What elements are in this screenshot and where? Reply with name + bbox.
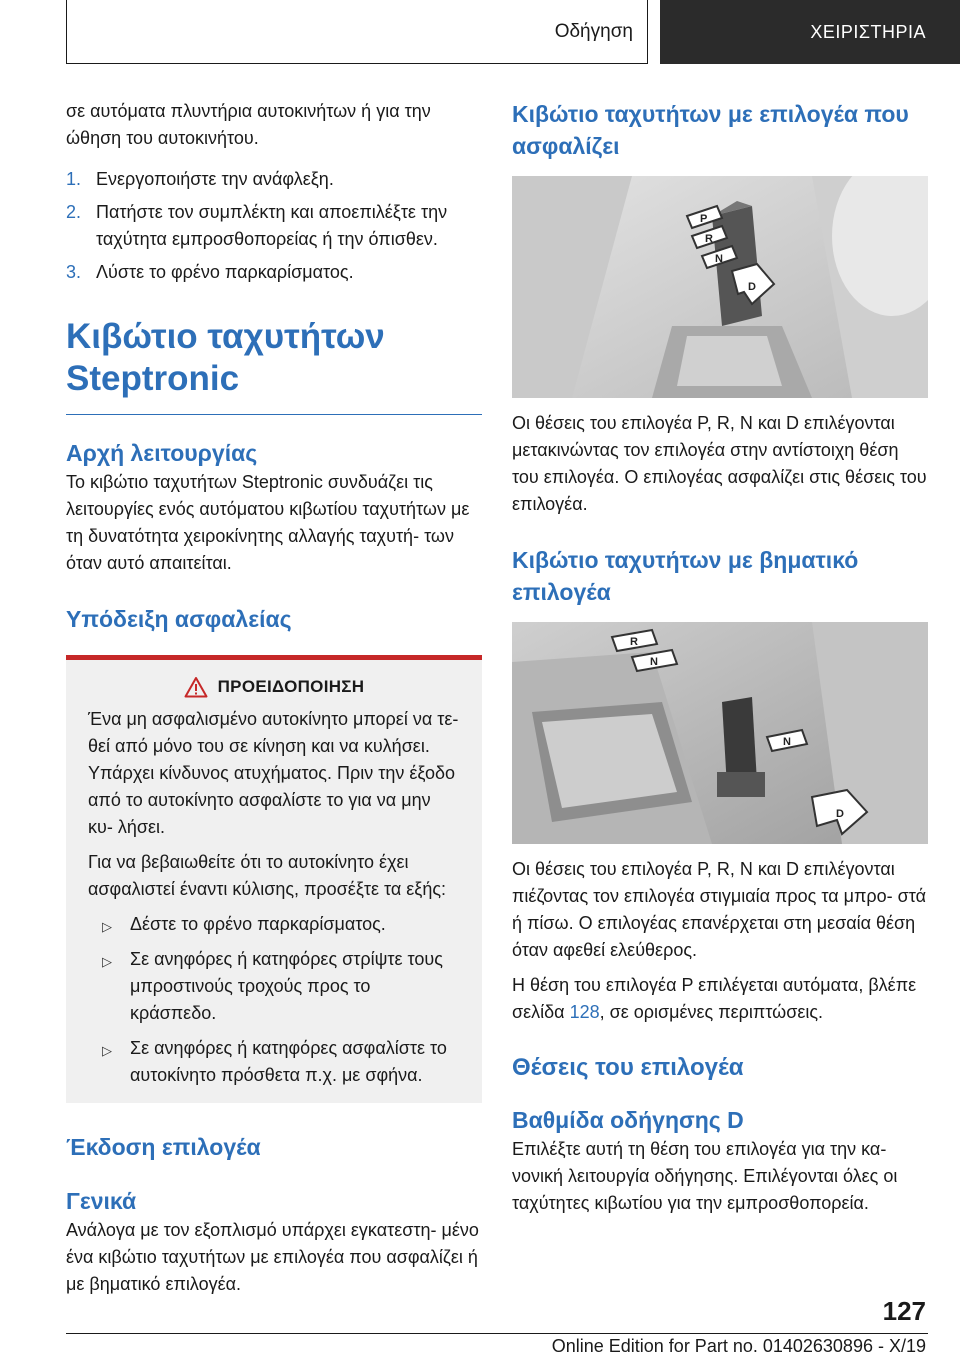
auto-p-text: Η θέση του επιλογέα P επιλέγεται αυτόματα, βλέπε σελίδα 128, σε ορισμένες περιπτώσεις. [512,975,917,1022]
gear-label-n: N [715,253,723,265]
gear-label-n: N [650,656,658,668]
step-text: Πατήστε τον συμπλέκτη και αποεπιλέξτε την ταχύτητα εμπροσθοπορείας ή την όπισθεν. [96,202,448,249]
safety-heading: Υπόδειξη ασφαλείας [66,606,292,632]
version-heading: Έκδοση επιλογέα [66,1134,261,1160]
drive-text: Επιλέξτε αυτή τη θέση του επιλογέα για την κα- νονική λειτουργία οδήγησης. Επιλέγονται όλες οι ταχύτητες κιβωτίου για την εμπροσθοπορεία. [512,1139,898,1213]
step-1 [66,166,482,193]
general-heading: Γενικά [66,1188,137,1214]
section-tab: ΧΕΙΡΙΣΤΗΡΙΑ [660,0,960,64]
stepping-selector-image [512,622,928,844]
step-number: 1. [66,169,82,189]
gear-label-r: R [705,233,713,245]
right-column [512,98,928,1217]
principle-heading: Αρχή λειτουργίας [66,440,258,466]
step-2 [66,199,482,253]
stepping-selector-text: Οι θέσεις του επιλογέα P, R, N και D επιλέγονται πιέζοντας τον επιλογέα στιγμιαία προς τα μπρο- στά ή πίσω. Ο επιλογέας επανέρχεται στη μεσαία θέση όταν αφεθεί ελεύθερος. [512,859,927,960]
bullet-triangle-icon: ▷ [102,919,112,934]
warning-bullet: ▷ Σε ανηφόρες ή κατηφόρες στρίψτε τους μπροστινούς τροχούς προς το κράσπεδο. [102,949,443,1023]
step-3 [66,259,482,286]
edition-note: Online Edition for Part no. 01402630896 - X/19 [551,1336,926,1356]
left-column [66,98,482,1298]
step-number: 2. [66,202,82,222]
gear-label-r: R [630,636,638,648]
warning-text-2: Για να βεβαιωθείτε ότι το αυτοκίνητο έχει ασφαλιστεί έναντι κύλισης, προσέξτε τα εξής: [88,852,447,899]
footer-rule [66,1333,928,1334]
page-header [0,0,960,64]
gear-label-d: D [836,808,844,820]
gear-label-p: P [700,213,708,225]
warning-header [88,676,460,698]
positions-heading: Θέσεις του επιλογέα [512,1054,744,1081]
intro-text: σε αυτόματα πλυντήρια αυτοκινήτων ή για την ώθηση του αυτοκινήτου. [66,101,431,148]
gear-label-n: N [783,736,791,748]
locking-selector-text: Οι θέσεις του επιλογέα P, R, N και D επιλέγονται μετακινώντας τον επιλογέα στην αντίστοιχη θέση του επιλογέα. Ο επιλογέας ασφαλίζει στις θέσεις του επιλογέα. [512,413,927,514]
stepping-selector-heading: Κιβώτιο ταχυτήτων με βηματικό επιλογέα [512,547,859,605]
page-number: 127 [882,1296,926,1326]
chapter-tab: Οδήγηση [66,0,648,64]
bullet-triangle-icon: ▷ [102,1043,112,1058]
step-text: Λύστε το φρένο παρκαρίσματος. [96,262,354,282]
locking-selector-image [512,176,928,398]
page-link[interactable]: 128 [569,1002,600,1022]
warning-title: ΠΡΟΕΙΔΟΠΟΙΗΣΗ [217,677,365,696]
general-text: Ανάλογα με τον εξοπλισμό υπάρχει εγκατεστη- μένο ένα κιβώτιο ταχυτήτων με επιλογέα που ασφαλίζει ή με βηματικό επιλογέα. [66,1220,479,1294]
drive-heading: Βαθμίδα οδήγησης D [512,1107,744,1133]
warning-bullet: ▷ Σε ανηφόρες ή κατηφόρες ασφαλίστε το αυτοκίνητο πρόσθετα π.χ. με σφήνα. [102,1038,447,1085]
warning-box [66,655,482,1103]
step-text: Ενεργοποιήστε την ανάφλεξη. [96,169,334,189]
warning-bullet: ▷ Δέστε το φρένο παρκαρίσματος. [88,911,460,938]
gear-label-d: D [748,281,756,293]
step-number: 3. [66,262,82,282]
chapter-title: Κιβώτιο ταχυτήτων Steptronic [66,317,385,398]
warning-triangle-icon [184,676,208,698]
principle-text: Το κιβώτιο ταχυτήτων Steptronic συνδυάζει τις λειτουργίες ενός αυτόματου κιβωτίου ταχυτήτων με τη δυνατότητα χειροκίνητης αλλαγής ταχυτή- των όταν αυτό απαιτείται. [66,472,470,573]
warning-text-1: Ένα μη ασφαλισμένο αυτοκίνητο μπορεί να τε- θεί από μόνο του σε κίνηση και να κυλήσει. Υπάρχει κίνδυνος ατυχήματος. Πριν την έξοδο από το αυτοκίνητο ασφαλίστε το για να μην κυ- λήσει. [88,709,459,837]
bullet-triangle-icon: ▷ [102,954,112,969]
locking-selector-heading: Κιβώτιο ταχυτήτων με επιλογέα που ασφαλίζει [512,101,909,159]
